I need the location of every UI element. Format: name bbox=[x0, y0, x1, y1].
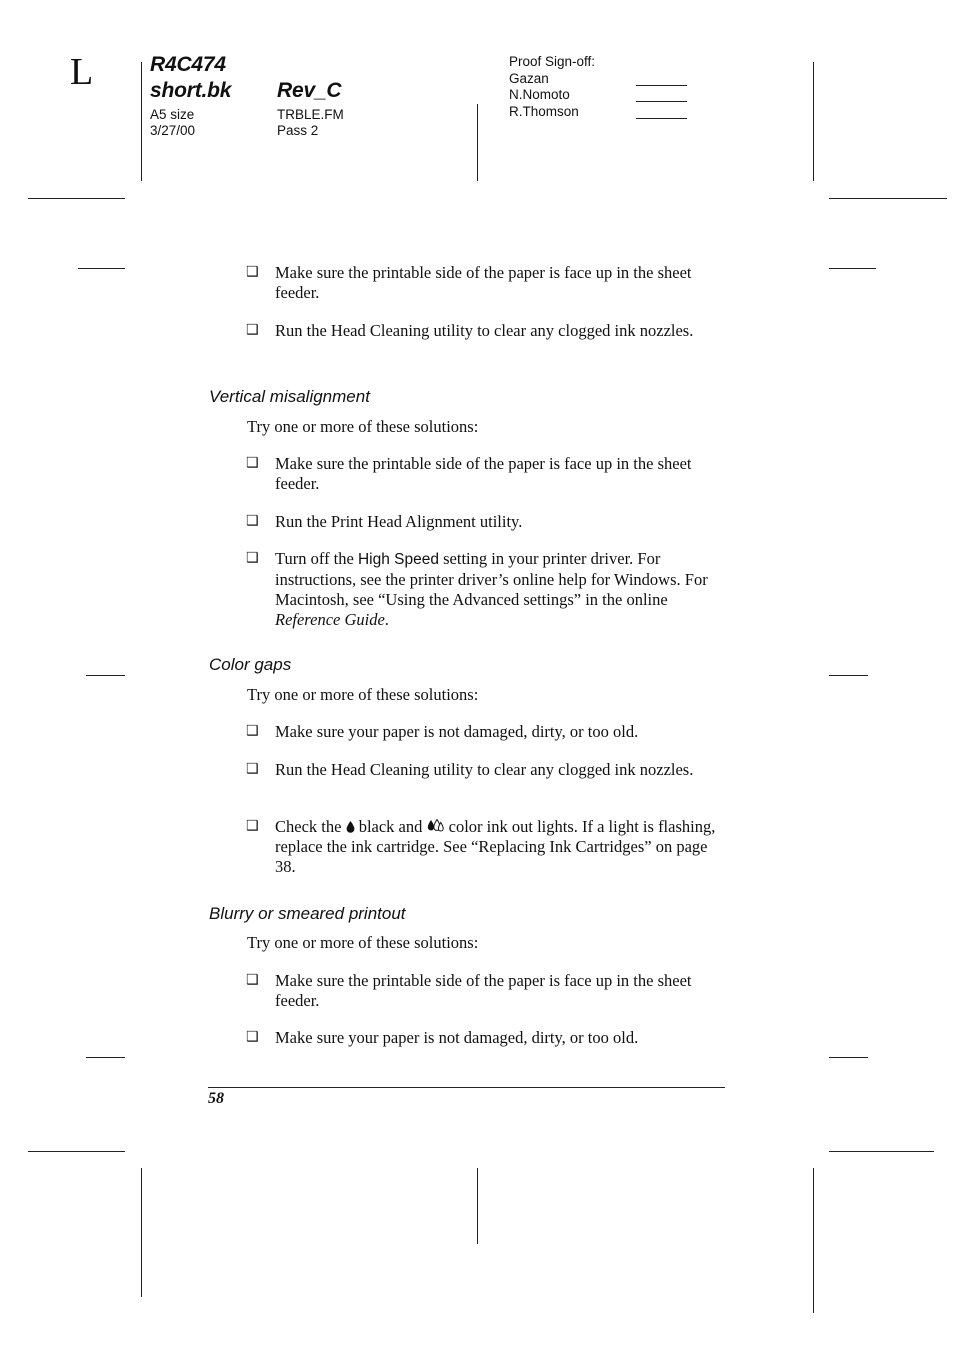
section-heading-blurry-printout: Blurry or smeared printout bbox=[209, 904, 406, 923]
signer-thomson: R.Thomson bbox=[509, 104, 579, 119]
signature-line-3 bbox=[636, 118, 687, 119]
list-item: Make sure the printable side of the paper is face up in the sheet feeder. bbox=[275, 263, 692, 302]
list-item: Make sure your paper is not damaged, dirty, or too old. bbox=[275, 722, 639, 741]
crop-mark-top-center-v bbox=[477, 104, 478, 181]
checkbox-bullet-icon: ❑ bbox=[246, 264, 259, 280]
signer-nomoto: N.Nomoto bbox=[509, 87, 570, 102]
list-item: Run the Head Cleaning utility to clear any clogged ink nozzles. bbox=[275, 760, 694, 779]
revision-date: 3/27/00 bbox=[150, 123, 196, 138]
proof-signoff-title: Proof Sign-off: bbox=[509, 54, 596, 69]
footer-rule bbox=[208, 1087, 725, 1088]
checkbox-bullet-icon: ❑ bbox=[246, 723, 259, 739]
paper-size: A5 size bbox=[150, 107, 195, 122]
corner-letter: L bbox=[70, 51, 94, 93]
signature-line-2 bbox=[636, 101, 687, 102]
checkbox-bullet-icon: ❑ bbox=[246, 761, 259, 777]
list-text: black and bbox=[354, 817, 427, 836]
margin-mark-right-2 bbox=[829, 675, 868, 676]
checkbox-bullet-icon: ❑ bbox=[246, 322, 259, 338]
crop-mark-top-right-v bbox=[813, 62, 814, 181]
crop-mark-bottom-right-h bbox=[829, 1151, 934, 1152]
crop-mark-bottom-left-h bbox=[28, 1151, 125, 1152]
crop-mark-bottom-center-v bbox=[477, 1168, 478, 1244]
pass-number: Pass 2 bbox=[277, 123, 319, 138]
list-text: . bbox=[384, 610, 389, 629]
checkbox-bullet-icon: ❑ bbox=[246, 550, 259, 566]
signer-gazan: Gazan bbox=[509, 71, 549, 86]
doc-code: R4C474 bbox=[150, 53, 226, 76]
page-number: 58 bbox=[208, 1090, 224, 1107]
color-ink-drops-icon bbox=[427, 819, 445, 833]
checkbox-bullet-icon: ❑ bbox=[246, 818, 259, 834]
list-text: Turn off the bbox=[275, 549, 358, 568]
list-text: color ink out lights. If a light is flashing, replace the ink cartridge. See “Replacing Ink Cartridges” on page 38. bbox=[275, 817, 716, 876]
margin-mark-left-3 bbox=[86, 1057, 125, 1058]
crop-mark-bottom-right-v bbox=[813, 1168, 814, 1313]
section-heading-vertical-misalignment: Vertical misalignment bbox=[209, 387, 370, 406]
section-heading-color-gaps: Color gaps bbox=[209, 655, 292, 674]
list-text: Check the bbox=[275, 817, 346, 836]
crop-mark-top-left-h bbox=[28, 198, 125, 199]
section-intro: Try one or more of these solutions: bbox=[247, 685, 479, 704]
crop-mark-top-left-v bbox=[141, 62, 142, 181]
checkbox-bullet-icon: ❑ bbox=[246, 972, 259, 988]
checkbox-bullet-icon: ❑ bbox=[246, 513, 259, 529]
margin-mark-right-1 bbox=[829, 268, 876, 269]
crop-mark-bottom-left-v bbox=[141, 1168, 142, 1297]
list-item: Make sure the printable side of the paper is face up in the sheet feeder. bbox=[275, 454, 692, 493]
list-item: Run the Print Head Alignment utility. bbox=[275, 512, 523, 531]
list-item-ink-lights bbox=[275, 817, 727, 877]
list-item-high-speed bbox=[275, 549, 727, 630]
black-ink-drop-icon bbox=[346, 821, 355, 833]
crop-mark-top-right-h bbox=[829, 198, 947, 199]
margin-mark-left-1 bbox=[78, 268, 125, 269]
reference-guide-title: Reference Guide bbox=[275, 610, 385, 629]
revision: Rev_C bbox=[277, 79, 342, 102]
section-intro: Try one or more of these solutions: bbox=[247, 417, 479, 436]
file-name: TRBLE.FM bbox=[277, 107, 344, 122]
book-name: short.bk bbox=[150, 79, 232, 102]
margin-mark-left-2 bbox=[86, 675, 125, 676]
list-item: Run the Head Cleaning utility to clear any clogged ink nozzles. bbox=[275, 321, 694, 340]
list-text: setting in your printer driver. For instructions, see the printer driver’s online help for Windows. For Macintosh, see “Using the Advanced settings” in the online bbox=[275, 549, 708, 609]
setting-name-high-speed: High Speed bbox=[357, 551, 439, 568]
margin-mark-right-3 bbox=[829, 1057, 868, 1058]
list-item: Make sure your paper is not damaged, dirty, or too old. bbox=[275, 1028, 639, 1047]
signature-line-1 bbox=[636, 85, 687, 86]
list-item: Make sure the printable side of the paper is face up in the sheet feeder. bbox=[275, 971, 692, 1010]
checkbox-bullet-icon: ❑ bbox=[246, 1029, 259, 1045]
checkbox-bullet-icon: ❑ bbox=[246, 455, 259, 471]
section-intro: Try one or more of these solutions: bbox=[247, 933, 479, 952]
